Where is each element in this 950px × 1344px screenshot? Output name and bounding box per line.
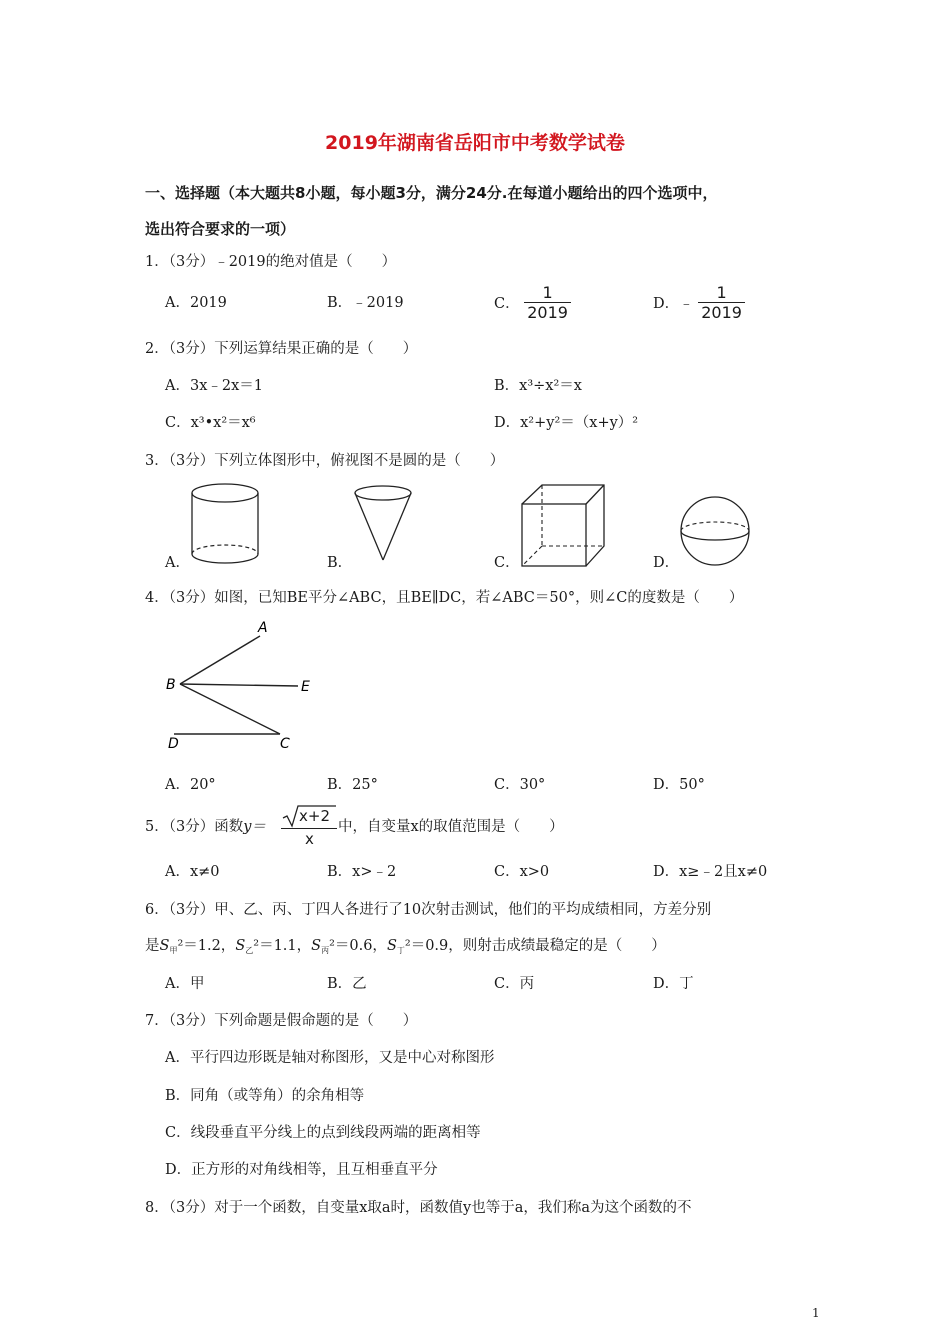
section-heading-line2: 选出符合要求的一项） (145, 220, 296, 238)
angle-figure (160, 618, 330, 752)
q2-option-b: B．x³÷x²＝x (494, 378, 582, 394)
page-title: 2019年湖南省岳阳市中考数学试卷 (325, 132, 625, 154)
point-label-a: A (258, 620, 268, 636)
sphere-figure (678, 494, 752, 568)
q4-option-c: C．30° (494, 777, 546, 793)
q1-option-a: A．2019 (165, 295, 227, 311)
point-label-c: C (280, 736, 290, 752)
question-5-tail: 中，自变量x的取值范围是（ ） (338, 819, 564, 835)
question-2: 2．（3分）下列运算结果正确的是（ ） (145, 341, 418, 357)
question-6-line2: 是$S_甲^2=1.2$，$S_乙^2=1.1$，$S_丙^2=0.6$，$S_丁^2=0.9$，则射击成绩最稳定的是（ ） (145, 938, 666, 955)
section-heading-line1: 一、选择题（本大题共8小题，每小题3分，满分24分.在每道小题给出的四个选项中， (145, 184, 718, 202)
q2-option-d: D．x²+y²＝（x+y）² (494, 415, 639, 431)
cone-figure (352, 484, 414, 564)
point-label-d: D (168, 736, 179, 752)
q5-option-b: B．x>﹣2 (327, 864, 397, 880)
q3-option-d-label: D． (653, 555, 680, 571)
q7-option-a: A．平行四边形既是轴对称图形，又是中心对称图形 (165, 1050, 495, 1066)
q1-option-d: D．﹣ $\frac{1}{2019}$ (653, 283, 745, 322)
q6-option-a: A．甲 (165, 976, 205, 992)
q7-option-b: B．同角（或等角）的余角相等 (165, 1088, 365, 1104)
q1-option-d-fraction: $\frac{1}{2019}$ (698, 283, 745, 322)
question-6-line1: 6．（3分）甲、乙、丙、丁四人各进行了10次射击测试，他们的平均成绩相同，方差分别 (145, 902, 712, 918)
point-label-e: E (301, 679, 310, 695)
q5-option-a: A．x≠0 (165, 864, 220, 880)
q6-option-b: B．乙 (327, 976, 367, 992)
q1-option-c: C． $\frac{1}{2019}$ (494, 283, 571, 322)
q2-option-a: A．3x﹣2x＝1 (165, 378, 264, 394)
q3-option-a-label: A． (165, 555, 190, 571)
question-4: 4．（3分）如图，已知BE平分∠ABC，且BE∥DC，若∠ABC＝50°，则∠C的度数是（ ） (145, 590, 744, 606)
question-7: 7．（3分）下列命题是假命题的是（ ） (145, 1013, 418, 1029)
q4-option-a: A．20° (165, 777, 216, 793)
q1-option-b: B．﹣2019 (327, 295, 404, 311)
q5-option-d: D．x≥﹣2且x≠0 (653, 864, 768, 880)
q3-option-b-label: B． (327, 555, 353, 571)
q2-option-c: C．x³•x²＝x⁶ (165, 415, 256, 431)
question-5: 5．（3分）函数y＝ (145, 819, 266, 835)
q6-option-c: C．丙 (494, 976, 535, 992)
q5-radicand: x+2 (299, 807, 330, 825)
cylinder-figure (188, 482, 262, 568)
q5-fraction (281, 804, 337, 850)
q4-option-b: B．25° (327, 777, 378, 793)
q4-option-d: D．50° (653, 777, 705, 793)
point-label-b: B (166, 677, 176, 693)
page-number: 1 (812, 1306, 820, 1320)
q6-option-d: D．丁 (653, 976, 694, 992)
fraction-bar (281, 828, 337, 829)
question-1: 1．（3分）﹣2019的绝对值是（ ） (145, 254, 397, 270)
question-3: 3．（3分）下列立体图形中，俯视图不是圆的是（ ） (145, 453, 505, 469)
q7-option-c: C．线段垂直平分线上的点到线段两端的距离相等 (165, 1125, 481, 1141)
q5-option-c: C．x>0 (494, 864, 550, 880)
q5-denominator: x (305, 830, 314, 848)
question-8: 8．（3分）对于一个函数，自变量x取a时，函数值y也等于a，我们称a为这个函数的不 (145, 1200, 692, 1216)
q3-option-c-label: C． (494, 555, 520, 571)
cube-figure (518, 482, 608, 570)
q1-option-c-fraction: $\frac{1}{2019}$ (524, 283, 571, 322)
q7-option-d: D．正方形的对角线相等，且互相垂直平分 (165, 1162, 438, 1178)
